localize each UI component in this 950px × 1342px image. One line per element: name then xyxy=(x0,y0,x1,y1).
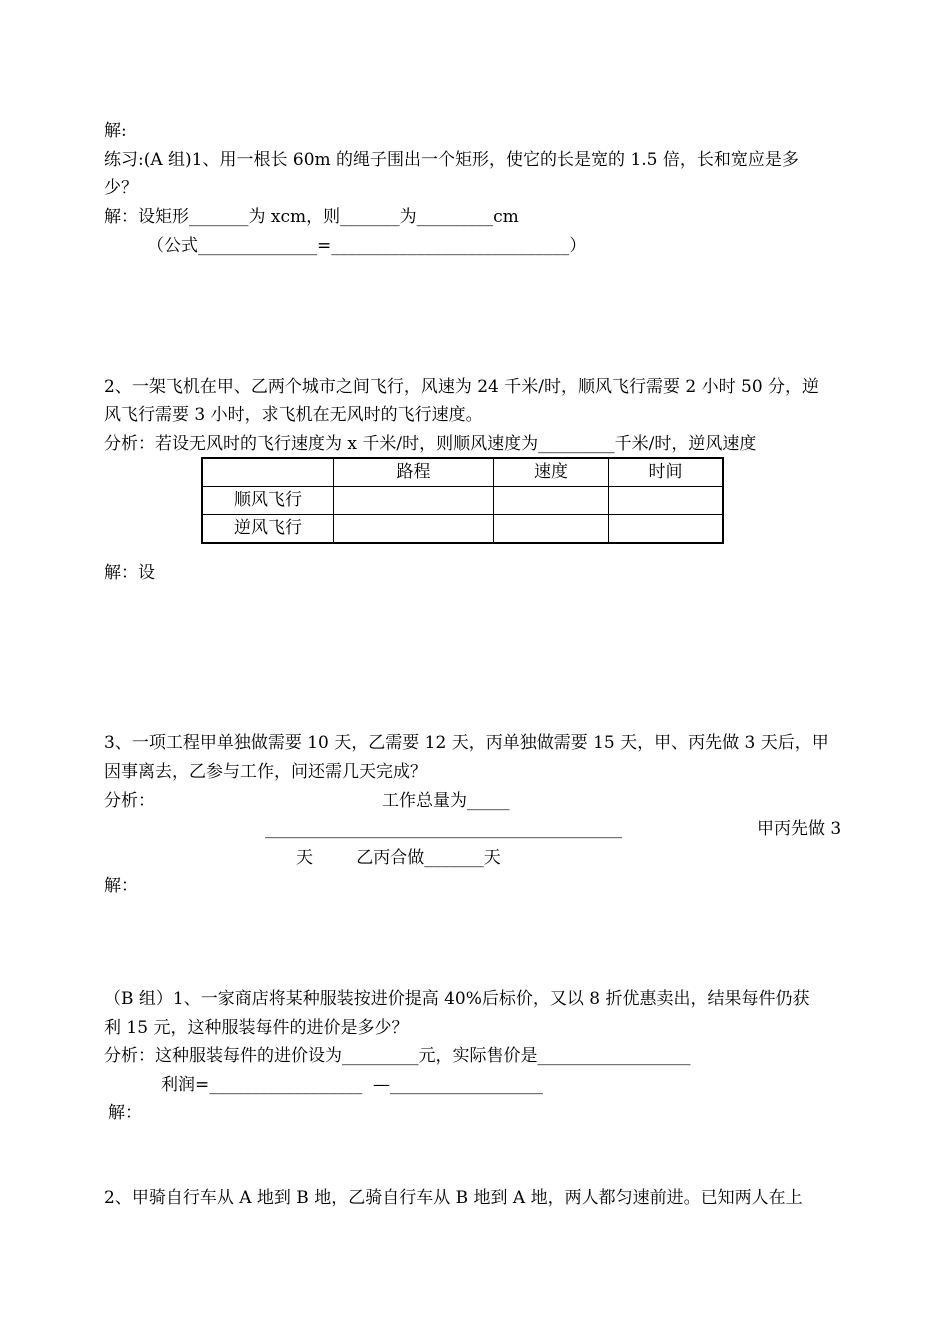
exercise-a3-total-work: 工作总量为_____ xyxy=(382,791,510,811)
exercise-a1-formula: （公式______________=____________________________） xyxy=(147,236,587,256)
table-cell xyxy=(494,515,609,544)
exercise-b1-line1: （B 组）1、一家商店将某种服装按进价提高 40%后标价，又以 8 折优惠卖出，结果每件仍获 xyxy=(104,989,810,1009)
exercise-a2-analysis: 分析：若设无风时的飞行速度为 x 千米/时，则顺风速度为_________千米/时，逆风速度 xyxy=(104,434,757,454)
table-cell: 逆风飞行 xyxy=(202,515,334,544)
table-cell xyxy=(609,515,724,544)
exercise-a2-line1: 2、一架飞机在甲、乙两个城市之间飞行，风速为 24 千米/时，顺风飞行需要 2 小时 50 分，逆 xyxy=(104,377,820,397)
exercise-a2-line2: 风飞行需要 3 小时，求飞机在无风时的飞行速度。 xyxy=(104,405,483,425)
exercise-a2-answer: 解：设 xyxy=(104,563,155,583)
table-row xyxy=(202,515,723,544)
exercise-a1-line1: 练习:(A 组)1、用一根长 60m 的绳子围出一个矩形，使它的长是宽的 1.5 倍，长和宽应是多 xyxy=(104,150,799,170)
table-cell xyxy=(609,487,724,515)
exercise-a3-blank-line: __________________________________________ xyxy=(265,819,622,839)
exercise-b2-line1: 2、甲骑自行车从 A 地到 B 地，乙骑自行车从 B 地到 A 地，两人都匀速前进。已知两人在上 xyxy=(104,1188,803,1208)
table-header-row xyxy=(202,458,723,487)
table-header-cell: 速度 xyxy=(494,458,609,487)
exercise-a1-line2: 少？ xyxy=(104,178,138,198)
table-row xyxy=(202,487,723,515)
table-cell xyxy=(334,515,494,544)
exercise-a3-analysis-label: 分析： xyxy=(104,791,155,811)
table-header-cell: 时间 xyxy=(609,458,724,487)
exercise-a3-line2: 因事离去，乙参与工作，问还需几天完成？ xyxy=(104,762,427,782)
exercise-b1-analysis: 分析：这种服装每件的进价设为_________元，实际售价是__________________ xyxy=(104,1046,691,1066)
table-header-cell: 路程 xyxy=(334,458,494,487)
exercise-b1-line2: 利 15 元，这种服装每件的进价是多少？ xyxy=(104,1018,409,1038)
table-cell xyxy=(494,487,609,515)
exercise-a3-first-phase: 甲丙先做 3 xyxy=(757,819,842,839)
exercise-a3-line1: 3、一项工程甲单独做需要 10 天，乙需要 12 天，丙单独做需要 15 天，甲、丙先做 3 天后，甲 xyxy=(104,733,829,753)
table-header-cell xyxy=(202,458,334,487)
answer-label-1: 解: xyxy=(104,121,127,141)
exercise-a3-second-phase: 天 乙丙合做_______天 xyxy=(296,848,501,868)
exercise-a3-answer: 解： xyxy=(104,876,138,896)
table-cell: 顺风飞行 xyxy=(202,487,334,515)
exercise-b1-answer: 解： xyxy=(108,1103,142,1123)
analysis-table xyxy=(201,457,724,544)
exercise-b1-profit: 利润=__________________ —__________________ xyxy=(161,1075,544,1095)
table-cell xyxy=(334,487,494,515)
exercise-a1-answer: 解：设矩形_______为 xcm，则_______为_________cm xyxy=(104,207,519,227)
